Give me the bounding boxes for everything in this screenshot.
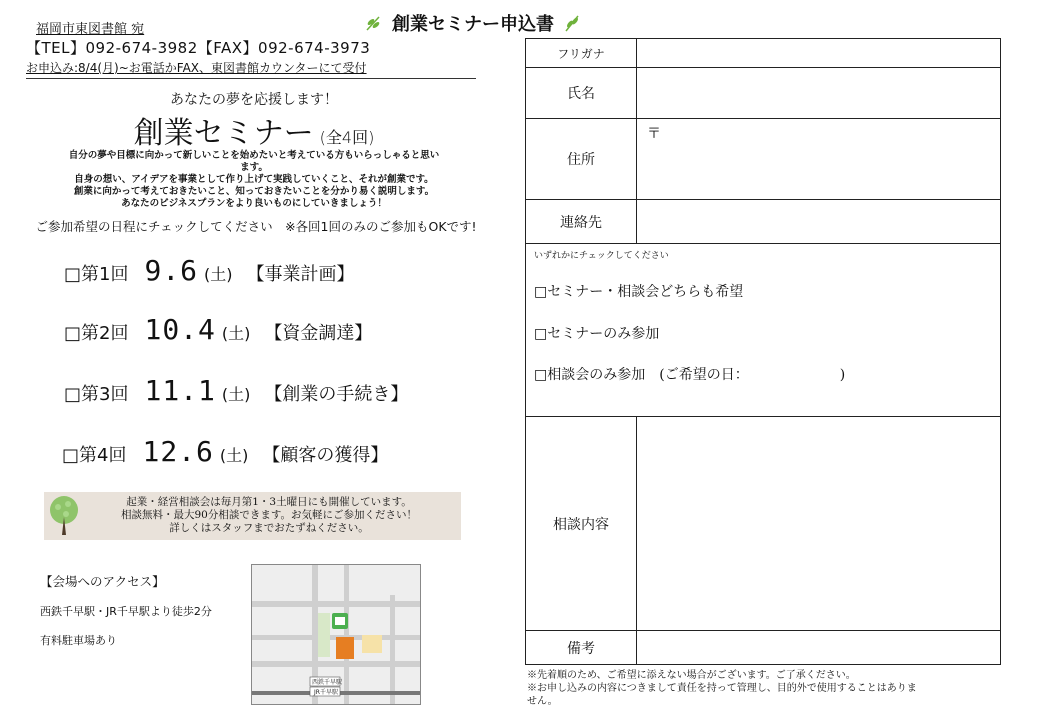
session-date: 10.4 — [144, 313, 216, 346]
option-both[interactable]: □セミナー・相談会どちらも希望 — [534, 284, 744, 300]
address-label: 住所 — [526, 119, 637, 199]
intro-line: あなたのビジネスプランをより良いものにしていきましょう！ — [121, 198, 387, 209]
seminar-title-text: 創業セミナー — [133, 116, 314, 151]
check-instruction: いずれかにチェックしてください — [534, 251, 669, 261]
session-label[interactable]: □第3回 — [64, 384, 129, 405]
access-line: 有料駐車場あり — [40, 634, 117, 647]
footer-note: ※お申し込みの内容につきまして責任を持って管理し、目的外で使用することはありま — [527, 683, 917, 694]
intro-line: ます。 — [240, 162, 268, 173]
postal-mark: 〒 — [647, 126, 661, 142]
consult-line: 詳しくはスタッフまでおたずねください。 — [169, 522, 369, 534]
form-row-address — [526, 119, 1000, 200]
name-field[interactable] — [637, 68, 1000, 118]
intro-line: 創業に向かって考えておきたいこと、知っておきたいことを分かり易く説明します。 — [73, 186, 435, 197]
session-topic: 【顧客の獲得】 — [262, 445, 389, 466]
consult-line: 起業・経営相談会は毎月第1・3土曜日にも開催しています。 — [126, 496, 412, 508]
map-station-label: JR千早駅 — [314, 689, 338, 696]
name-label: 氏名 — [526, 68, 637, 118]
footer-notes — [527, 669, 1007, 708]
form-row-furigana — [526, 39, 1000, 68]
tree-icon — [48, 495, 80, 537]
map-station-label: 西鉄千早駅 — [312, 679, 343, 686]
seminar-count: (全4回) — [319, 128, 375, 147]
furigana-label: フリガナ — [526, 39, 637, 67]
participation-options — [526, 244, 1000, 417]
consult-content-label: 相談内容 — [526, 417, 637, 630]
intro-line: 自身の想い、アイデアを事業として作り上げて実践していくこと、それが創業です。 — [74, 174, 434, 185]
furigana-field[interactable] — [637, 39, 1000, 67]
addressee: 福岡市東図書館 宛 — [36, 22, 145, 37]
form-row-remarks — [526, 631, 1000, 664]
leaf-icon — [562, 13, 582, 33]
intro-text — [26, 150, 482, 210]
form-row-name — [526, 68, 1000, 119]
slogan: あなたの夢を応援します！ — [170, 92, 338, 108]
option-seminar-only[interactable]: □セミナーのみ参加 — [534, 326, 660, 342]
access-map — [251, 564, 421, 705]
form-row-consult — [526, 417, 1000, 631]
consult-line: 相談無料・最大90分相談できます。お気軽にご参加ください！ — [120, 509, 418, 521]
seminar-title — [26, 108, 482, 152]
session-day: (土) — [221, 324, 251, 343]
session-3[interactable] — [64, 374, 408, 407]
session-4[interactable] — [62, 435, 388, 468]
access-title: 【会場へのアクセス】 — [40, 574, 165, 589]
session-day: (土) — [204, 265, 233, 284]
consult-content-field[interactable] — [637, 417, 1000, 630]
access-line: 西鉄千早駅・JR千早駅より徒歩2分 — [40, 605, 212, 618]
option-consult-only[interactable]: □相談会のみ参加 (ご希望の日： ) — [534, 367, 846, 383]
header-divider — [26, 78, 476, 79]
contact-label: 連絡先 — [526, 200, 637, 243]
session-date: 12.6 — [142, 435, 214, 468]
session-label[interactable]: □第1回 — [64, 264, 129, 285]
intro-line: 自分の夢や目標に向かって新しいことを始めたいと考えている方もいらっしゃると思い — [68, 150, 440, 161]
session-topic: 【事業計画】 — [246, 264, 355, 285]
check-note: ご参加希望の日程にチェックしてください ※各回1回のみのご参加もOKです! — [35, 219, 477, 234]
session-date: 9.6 — [144, 254, 199, 287]
session-2[interactable] — [64, 313, 372, 346]
remarks-label: 備考 — [526, 631, 637, 664]
session-day: (土) — [221, 385, 251, 404]
session-1[interactable] — [64, 254, 355, 287]
session-topic: 【創業の手続き】 — [264, 384, 409, 405]
map-graphic — [252, 565, 420, 704]
address-field[interactable] — [637, 119, 1000, 199]
leaf-icon — [364, 13, 384, 33]
tel-fax: 【TEL】092-674-3982【FAX】092-674-3973 — [26, 39, 371, 57]
footer-note: せん。 — [527, 696, 558, 707]
session-topic: 【資金調達】 — [264, 323, 373, 344]
application-form — [525, 38, 1001, 665]
session-label[interactable]: □第2回 — [64, 323, 129, 344]
remarks-field[interactable] — [637, 631, 1000, 664]
session-label[interactable]: □第4回 — [62, 445, 127, 466]
footer-note: ※先着順のため、ご希望に添えない場合がございます。ご了承ください。 — [527, 670, 856, 681]
form-title — [364, 10, 582, 36]
form-row-contact — [526, 200, 1000, 244]
contact-field[interactable] — [637, 200, 1000, 243]
consult-banner — [44, 492, 461, 540]
apply-info: お申込み:8/4(月)~お電話かFAX、東図書館カウンターにて受付 — [26, 61, 367, 75]
form-title-text: 創業セミナー申込書 — [392, 14, 554, 35]
session-date: 11.1 — [144, 374, 216, 407]
session-day: (土) — [219, 446, 249, 465]
